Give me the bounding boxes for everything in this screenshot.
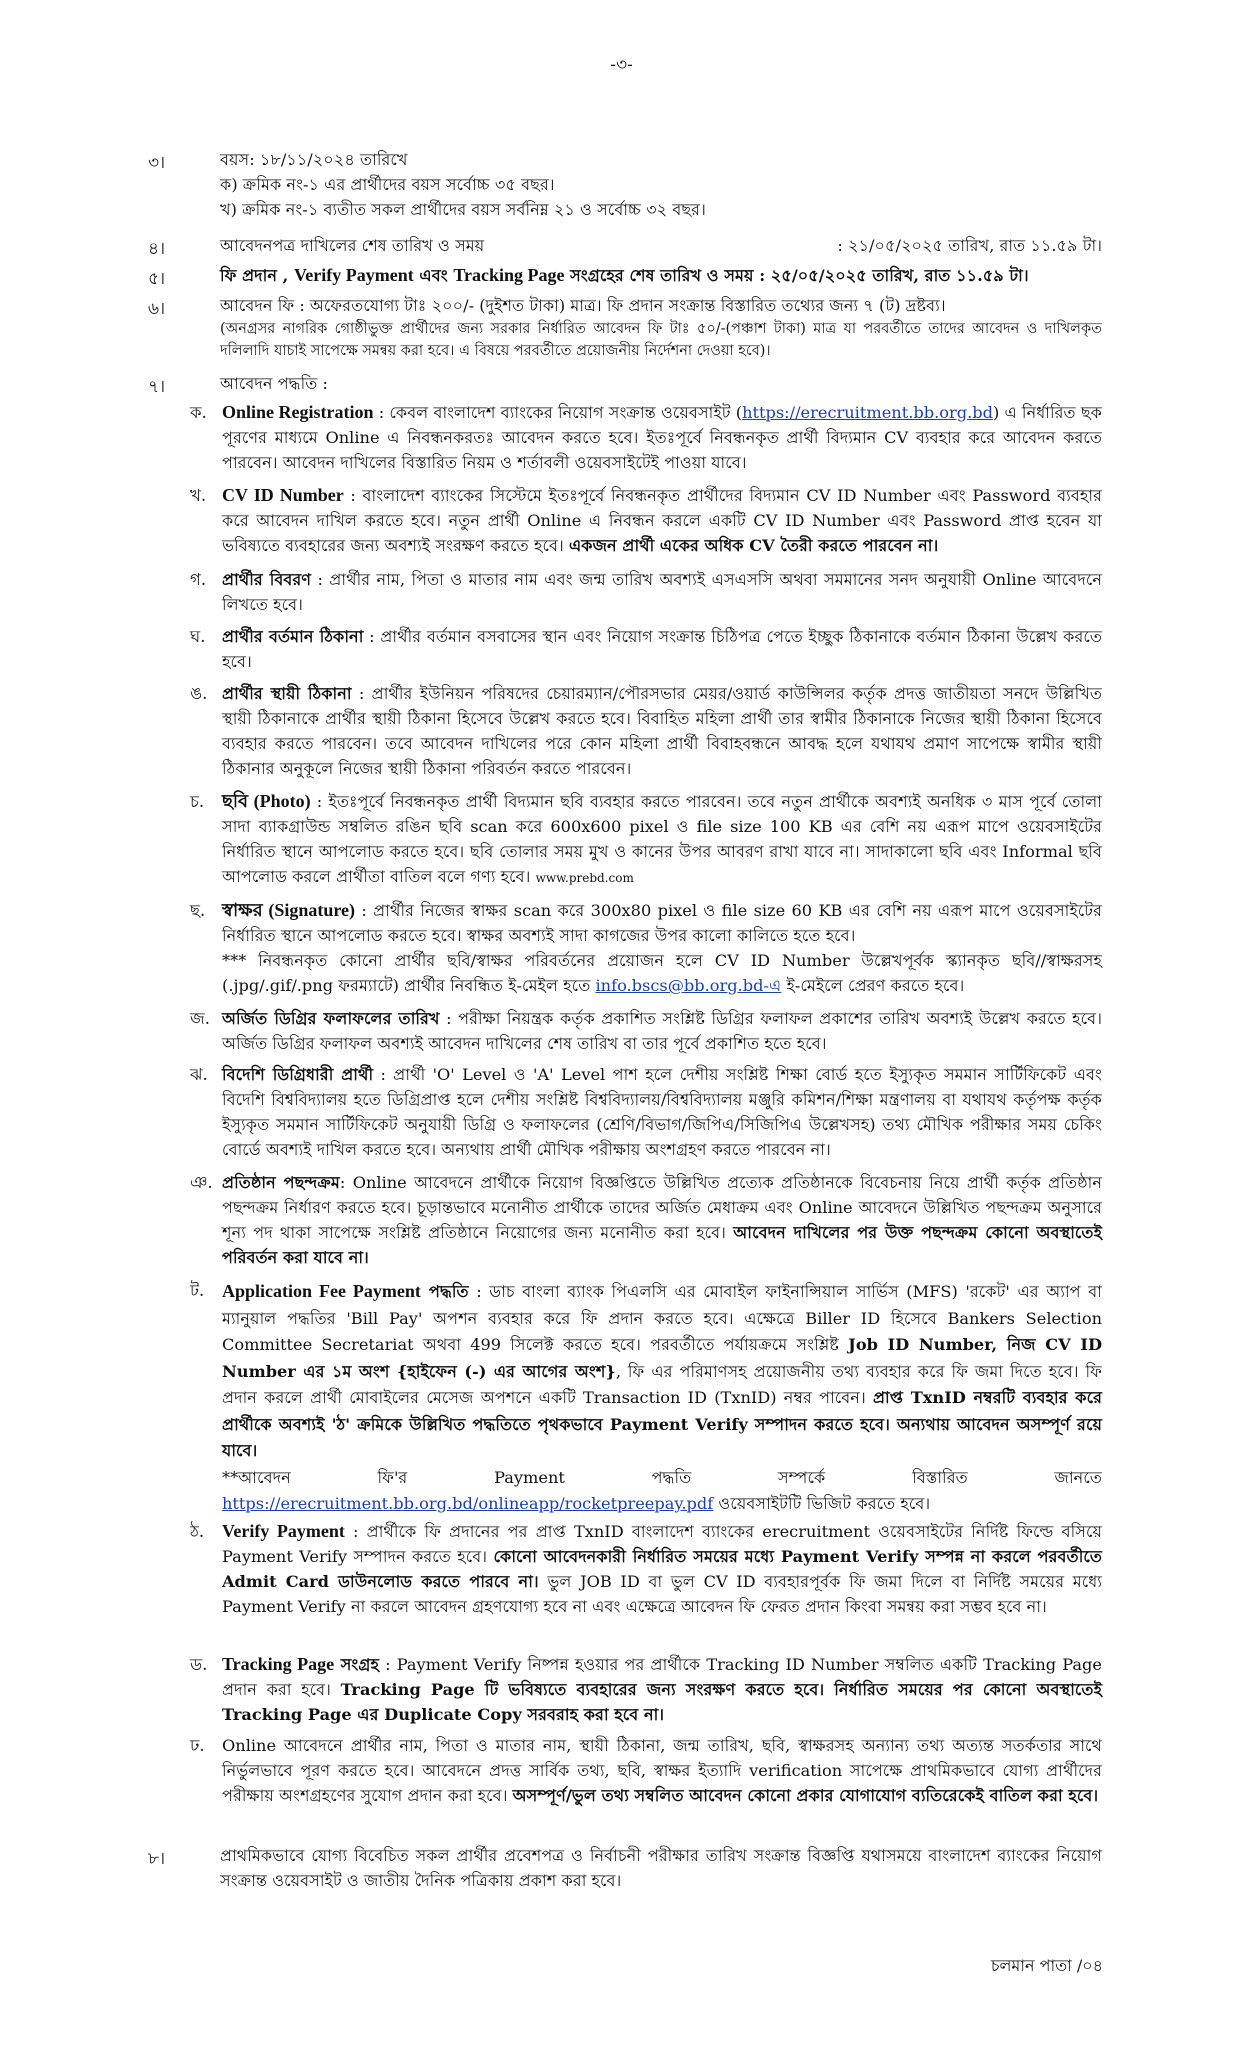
item-kha-letter: খ.: [190, 486, 207, 505]
item-ta-note2: ওয়েবসাইটটি ভিজিট করতে হবে।: [713, 1494, 931, 1513]
item-tha-text: [222, 1519, 1102, 1619]
fee-line: আবেদন ফি : অফেরতযোগ্য টাঃ ২০০/- (দুইশত টাকা) মাত্র। ফি প্রদান সংক্রান্ত বিস্তারিত তথ্যের জন্য ৭ (ট) দ্রষ্টব্য।: [220, 296, 946, 315]
item-da-letter: ড.: [190, 1655, 208, 1674]
item-ka-text: [222, 400, 1102, 475]
section-8-text: প্রাথমিকভাবে যোগ্য বিবেচিত সকল প্রার্থীর প্রবেশপত্র ও নির্বাচনী পরীক্ষার তারিখ সংক্রান্ত বিজ্ঞপ্তি যথাসময়ে বাংলাদেশ ব্যাংকের নিয়োগ সংক্রান্ত ওয়েবসাইট ও জাতীয় দৈনিক পত্রিকায় প্রকাশ করা হবে।: [220, 1846, 1102, 1890]
item-cha-letter: চ.: [190, 792, 205, 811]
item-ta-bold2: প্রাপ্ত TxnID নম্বরটি ব্যবহার করে প্রার্থীকে অবশ্যই 'ঠ' ক্রমিকে উল্লিখিত পদ্ধতিতে পৃথকভাবে Payment Verify সম্পাদন করতে হবে। অন্যথায় আবেদন অসম্পূর্ণ রয়ে যাবে।: [222, 1388, 1102, 1460]
item-kha-text: [222, 483, 1102, 558]
item-gha-body: : প্রার্থীর বর্তমান বসবাসের স্থান এবং নিয়োগ সংক্রান্ত চিঠিপত্র পেতে ইচ্ছুক ঠিকানাকে বর্তমান ঠিকানা উল্লেখ করতে হবে।: [222, 627, 1102, 671]
age-date-line: বয়স: ১৮/১১/২০২৪ তারিখে: [220, 150, 408, 169]
item-da-text: [222, 1652, 1102, 1727]
section-3-number: ৩।: [148, 153, 166, 173]
item-kha-bold: একজন প্রার্থী একের অধিক CV তৈরী করতে পারবেন না।: [568, 536, 939, 555]
continued-page-footer: চলমান পাতা /০৪: [990, 1956, 1103, 1975]
item-ja-body: : পরীক্ষা নিয়ন্ত্রক কর্তৃক প্রকাশিত সংশ্লিষ্ট ডিগ্রির ফলাফল প্রকাশের তারিখ অবশ্যই উল্লেখ করতে হবে। অর্জিত ডিগ্রির ফলাফল অবশ্যই আবেদন দাখিলের শেষ তারিখ বা তার পূর্বে প্রকাশিত হতে হবে।: [222, 1009, 1102, 1053]
deadline-label: আবেদনপত্র দাখিলের শেষ তারিখ ও সময়: [220, 236, 485, 255]
online-registration-title: Online Registration: [222, 402, 374, 422]
item-ta-text2: , ফি এর পরিমাণসহ প্রয়োজনীয় তথ্য ব্যবহার করে ফি জমা দিতে হবে। ফি প্রদান করলে প্রার্থী মোবাইলের মেসেজ অপশনে একটি Transaction ID (TxnID) নম্বর পাবেন।: [222, 1361, 1102, 1407]
fee-note: (অনগ্রসর নাগরিক গোষ্ঠীভুক্ত প্রার্থীদের জন্য সরকার নির্ধারিত আবেদন ফি টাঃ ৫০/-(পঞ্চাশ টাকা) মাত্র যা পরবর্তীতে তাদের আবেদন ও দাখিলকৃত দলিলাদি যাচাই সাপেক্ষে সমন্বয় করা হবে। এ বিষয়ে পরবর্তীতে প্রয়োজনীয় নির্দেশনা দেওয়া হবে)।: [220, 321, 1102, 359]
item-ta-letter: ট.: [190, 1281, 205, 1300]
item-cha-text: [222, 789, 1102, 891]
item-ja-title: অর্জিত ডিগ্রির ফলাফলের তারিখ: [222, 1009, 440, 1028]
item-nya-text: [222, 1170, 1102, 1270]
signature-title: স্বাক্ষর (Signature): [222, 900, 356, 920]
item-ga-text: [222, 567, 1102, 617]
verify-payment-title: Verify Payment: [222, 1521, 345, 1541]
item-dha-text: [222, 1733, 1102, 1808]
item-chha-note1: *** নিবন্ধনকৃত কোনো প্রার্থীর ছবি/স্বাক্ষর পরিবর্তনের প্রয়োজন হলে CV ID Number উল্লেখপূর্বক স্ক্যানকৃত ছবি//স্বাক্ষরসহ (.jpg/.gif/.png ফরম্যাটে) প্রার্থীর নিবন্ধিত ই-মেইল হতে: [222, 951, 1102, 995]
fee-payment-title: Application Fee Payment: [222, 1281, 421, 1301]
item-ka-letter: ক.: [190, 403, 207, 422]
item-dha-letter: ঢ.: [190, 1736, 205, 1755]
erecruitment-link[interactable]: https://erecruitment.bb.org.bd: [742, 403, 993, 422]
item-da-text1: : Payment Verify নিষ্পন্ন হওয়ার পর প্রার্থীকে Tracking ID Number সম্বলিত একটি Tracking Page প্রদান করা হবে।: [222, 1655, 1103, 1699]
item-uma-text: [222, 681, 1102, 781]
item-tha-bold1: কোনো আবেদনকারী নির্ধারিত সময়ের মধ্যে Payment Verify সম্পন্ন না করলে পরবর্তীতে Admit Card ডাউনলোড করতে পারবে না।: [222, 1547, 1102, 1591]
item-jha-letter: ঝ.: [190, 1065, 208, 1084]
item-kha-body: : বাংলাদেশ ব্যাংকের সিস্টেমে ইতঃপূর্বে নিবন্ধনকৃত প্রার্থীদের বিদ্যমান CV ID Number এবং Password ব্যবহার করে আবেদন দাখিল করতে হবে। নতুন প্রার্থী Online এ নিবন্ধন করলে একটি CV ID Number এবং Password প্রাপ্ত হবেন যা ভবিষ্যতে ব্যবহারের জন্য অবশ্যই সংরক্ষণ করতে হবে।: [222, 486, 1102, 555]
deadline-value: : ২১/০৫/২০২৫ তারিখ, রাত ১১.৫৯ টা।: [837, 236, 1102, 255]
section-7-heading: আবেদন পদ্ধতি :: [220, 374, 328, 393]
item-ta-text: [222, 1278, 1102, 1518]
item-uma-body: : প্রার্থীর ইউনিয়ন পরিষদের চেয়ারম্যান/পৌরসভার মেয়র/ওয়ার্ড কাউন্সিলর কর্তৃক প্রদত্ত জাতীয়তা সনদে উল্লিখিত স্থায়ী ঠিকানাকে প্রার্থীর স্থায়ী ঠিকানা হিসেবে উল্লেখ করতে হবে। বিবাহিত মহিলা প্রার্থী তার স্বামীর ঠিকানাকে নিজের স্থায়ী ঠিকানা হিসেবে ব্যবহার করতে পারবেন। তবে আবেদন দাখিলের পরে কোন মহিলা প্রার্থী বিবাহবন্ধনে আবদ্ধ হলে যথাযথ প্রমাণ সাপেক্ষে স্বামীর স্থায়ী ঠিকানার অনুকূলে নিজের স্থায়ী ঠিকানা পরিবর্তন করতে পারবেন।: [222, 684, 1102, 778]
photo-title: ছবি (Photo): [222, 791, 311, 811]
section-4-deadline: [220, 233, 1102, 258]
section-5-number: ৫।: [148, 269, 166, 289]
section-3-age: [220, 147, 1102, 222]
item-chha-letter: ছ.: [190, 901, 206, 920]
fee-text-b: এবং: [413, 266, 454, 285]
fee-text-c: সংগ্রহের শেষ তারিখ ও সময় : ২৫/০৫/২০২৫ তারিখ, রাত ১১.৫৯ টা।: [564, 266, 1029, 285]
item-ja-letter: জ.: [190, 1009, 211, 1028]
bscs-email-link[interactable]: info.bscs@bb.org.bd-এ: [595, 976, 782, 995]
item-chha-body: : প্রার্থীর নিজের স্বাক্ষর scan করে 300x80 pixel ও file size 60 KB এর বেশি নয় এরূপ মাপে ওয়েবসাইটের নির্ধারিত স্থানে আপলোড করতে হবে। স্বাক্ষর অবশ্যই সাদা কাগজের উপর কালো কালিতে হতে হবে।: [222, 901, 1102, 945]
item-uma-title: প্রার্থীর স্থায়ী ঠিকানা: [222, 684, 352, 703]
tracking-page-title-bn: সংগ্রহ: [334, 1655, 380, 1674]
item-ga-title: প্রার্থীর বিবরণ: [222, 570, 312, 589]
item-nya-body: : Online আবেদনে প্রার্থীকে নিয়োগ বিজ্ঞপ্তিতে উল্লিখিত প্রত্যেক প্রতিষ্ঠানকে বিবেচনায় নিয়ে প্রার্থী কর্তৃক প্রতিষ্ঠান পছন্দক্রম নির্ধারণ করতে হবে। চূড়ান্তভাবে মনোনীত প্রার্থীকে তাদের অর্জিত মেধাক্রম এবং Online আবেদনে উল্লিখিত পছন্দক্রম অনুসারে শূন্য পদ থাকা সাপেক্ষে সংশ্লিষ্ট প্রতিষ্ঠানে নিয়োগের জন্য মনোনীত করা হবে।: [222, 1173, 1102, 1242]
item-gha-letter: ঘ.: [190, 627, 206, 646]
watermark-text: www.prebd.com: [535, 871, 634, 885]
item-jha-title: বিদেশি ডিগ্রিধারী প্রার্থী: [222, 1065, 374, 1084]
item-ta-text1: : ডাচ বাংলা ব্যাংক পিএলসি এর মোবাইল ফাইনান্সিয়াল সার্ভিস (MFS) 'রকেট' এর অ্যাপ বা ম্যানুয়াল পদ্ধতির 'Bill Pay' অপশন ব্যবহার করে ফি প্রদান করতে হবে। এক্ষেত্রে Biller ID হিসেবে Bankers Selection Committee Secretariat অথবা 499 সিলেক্ট করতে হবে। পরবর্তীতে পর্যায়ক্রমে সংশ্লিষ্ট: [222, 1282, 1102, 1354]
age-rule-b: খ) ক্রমিক নং-১ ব্যতীত সকল প্রার্থীদের বয়স সর্বনিম্ন ২১ ও সর্বোচ্চ ৩২ বছর।: [220, 200, 706, 219]
item-chha-note2: ই-মেইলে প্রেরণ করতে হবে।: [781, 976, 965, 995]
item-nya-title: প্রতিষ্ঠান পছন্দক্রম: [222, 1173, 340, 1192]
item-gha-text: [222, 624, 1102, 674]
tracking-page-title: Tracking Page: [222, 1654, 335, 1674]
item-ja-text: [222, 1006, 1102, 1056]
section-7-number: ৭।: [148, 377, 166, 397]
section-5-fee-deadline: [220, 263, 1102, 288]
item-uma-letter: ঙ.: [190, 684, 208, 703]
item-dha-bold1: অসম্পূর্ণ/ভুল তথ্য সম্বলিত আবেদন কোনো প্রকার যোগাযোগ ব্যতিরেকেই বাতিল করা হবে।: [512, 1786, 1099, 1805]
item-nya-bold: আবেদন দাখিলের পর উক্ত পছন্দক্রম কোনো অবস্থাতেই পরিবর্তন করা যাবে না।: [222, 1223, 1102, 1267]
item-jha-text: [222, 1062, 1102, 1162]
item-dha-text1: Online আবেদনে প্রার্থীর নাম, পিতা ও মাতার নাম, স্থায়ী ঠিকানা, জন্ম তারিখ, ছবি, স্বাক্ষরসহ অন্যান্য তথ্য অত্যন্ত সতর্কতার সাথে নির্ভুলভাবে পূরণ করতে হবে। আবেদনে প্রদত্ত সার্বিক তথ্য, ছবি, স্বাক্ষর ইত্যাদি verification সাপেক্ষে প্রাথমিকভাবে যোগ্য প্রার্থীদের পরীক্ষায় অংশগ্রহণের সুযোগ প্রদান করা হবে।: [222, 1736, 1102, 1805]
age-rule-a: ক) ক্রমিক নং-১ এর প্রার্থীদের বয়স সর্বোচ্চ ৩৫ বছর।: [220, 175, 555, 194]
fee-payment-title-bn: পদ্ধতি: [420, 1282, 469, 1301]
item-cha-body: : ইতঃপূর্বে নিবন্ধনকৃত প্রার্থী বিদ্যমান ছবি ব্যবহার করতে পারবেন। তবে নতুন প্রার্থীকে অবশ্যই অনধিক ৩ মাস পূর্বে তোলা সাদা ব্যাকগ্রাউন্ড সম্বলিত রঙিন ছবি scan করে 600x600 pixel ও file size 100 KB এর বেশি নয় এরূপ মাপে ওয়েবসাইটের নির্ধারিত স্থানে আপলোড করতে হবে। ছবি তোলার সময় মুখ ও কানের উপর আবরণ রাখা যাবে না। সাদাকালো ছবি এবং Informal ছবি আপলোড করলে প্রার্থীতা বাতিল বলে গণ্য হবে।: [222, 792, 1102, 886]
item-da-bold1: Tracking Page টি ভবিষ্যতে ব্যবহারের জন্য সংরক্ষণ করতে হবে। নির্ধারিত সময়ের পর কোনো অবস্থাতেই Tracking Page এর Duplicate Copy সরবরাহ করা হবে না।: [222, 1680, 1102, 1724]
item-chha-text: [222, 898, 1102, 998]
cv-id-title: CV ID Number: [222, 485, 344, 505]
section-6-number: ৬।: [148, 299, 166, 319]
item-ta-note1: **আবেদন ফি'র Payment পদ্ধতি সম্পর্কে বিস্তারিত জানতে: [222, 1467, 1102, 1487]
item-gha-title: প্রার্থীর বর্তমান ঠিকানা: [222, 627, 364, 646]
rocket-payment-link[interactable]: https://erecruitment.bb.org.bd/onlineapp/rocketpreepay.pdf: [222, 1494, 714, 1513]
section-6-fee: [220, 293, 1102, 362]
item-ta-bold1: Job ID Number, নিজ CV ID Number এর ১ম অংশ {হাইফেন (-) এর আগের অংশ}: [222, 1335, 1103, 1381]
item-ga-body: : প্রার্থীর নাম, পিতা ও মাতার নাম এবং জন্ম তারিখ অবশ্যই এসএসসি অথবা সমমানের সনদ অনুযায়ী Online আবেদনে লিখতে হবে।: [222, 570, 1102, 614]
item-nya-letter: ঞ.: [190, 1173, 213, 1192]
fee-text-verify: Verify Payment: [293, 265, 414, 285]
item-tha-text2: ভুল JOB ID বা ভুল CV ID ব্যবহারপূর্বক ফি জমা দিলে বা নির্দিষ্ট সময়ের মধ্যে Payment Verify না করলে আবেদন গ্রহণযোগ্য হবে না এবং এক্ষেত্রে আবেদন ফি ফেরত প্রদান কিংবা সমন্বয় করা সম্ভব হবে না।: [222, 1572, 1103, 1616]
item-tha-text1: : প্রার্থীকে ফি প্রদানের পর প্রাপ্ত TxnID বাংলাদেশ ব্যাংকের erecruitment ওয়েবসাইটের নির্দিষ্ট ফিল্ডে বসিয়ে Payment Verify সম্পাদন করতে হবে।: [222, 1522, 1102, 1566]
fee-text-tracking: Tracking Page: [453, 265, 565, 285]
page-number: -৩-: [610, 55, 633, 75]
item-jha-body: : প্রার্থী 'O' Level ও 'A' Level পাশ হলে দেশীয় সংশ্লিষ্ট শিক্ষা বোর্ড হতে ইস্যুকৃত সমমান সার্টিফিকেট এবং বিদেশি বিশ্ববিদ্যালয় হতে ডিগ্রিপ্রাপ্ত হলে দেশীয় সংশ্লিষ্ট বিশ্ববিদ্যালয়/বিশ্ববিদ্যালয় মঞ্জুরি কমিশন/শিক্ষা মন্ত্রণালয় বা যথাযথ কর্তৃপক্ষ কর্তৃক ইস্যুকৃত সমমান সার্টিফিকেট অনুযায়ী ডিগ্রি ও ফলাফলের (শ্রেণি/বিভাগ/জিপিএ/সিজিপিএ উল্লেখসহ) তথ্য মৌখিক পরীক্ষার সময় চেকিং বোর্ডে অবশ্যই দাখিল করতে হবে। অন্যথায় প্রার্থী মৌখিক পরীক্ষায় অংশগ্রহণ করতে পারবেন না।: [222, 1065, 1102, 1159]
item-ka-text2: ) এ নির্ধারিত ছক পূরণের মাধ্যমে Online এ নিবন্ধনকরতঃ আবেদন করতে হবে। ইতঃপূর্বে নিবন্ধনকৃত প্রার্থী বিদ্যমান CV ব্যবহার করে আবেদন করতে পারবেন। আবেদন দাখিলের বিস্তারিত নিয়ম ও শর্তাবলী ওয়েবসাইটেই পাওয়া যাবে।: [222, 403, 1102, 472]
section-8-number: ৮।: [148, 1849, 166, 1869]
item-ga-letter: গ.: [190, 570, 207, 589]
section-4-number: ৪।: [148, 239, 166, 259]
fee-text-a: ফি প্রদান ,: [220, 266, 294, 285]
item-ka-text1: : কেবল বাংলাদেশ ব্যাংকের নিয়োগ সংক্রান্ত ওয়েবসাইট (: [373, 403, 743, 422]
item-tha-letter: ঠ.: [190, 1522, 205, 1541]
